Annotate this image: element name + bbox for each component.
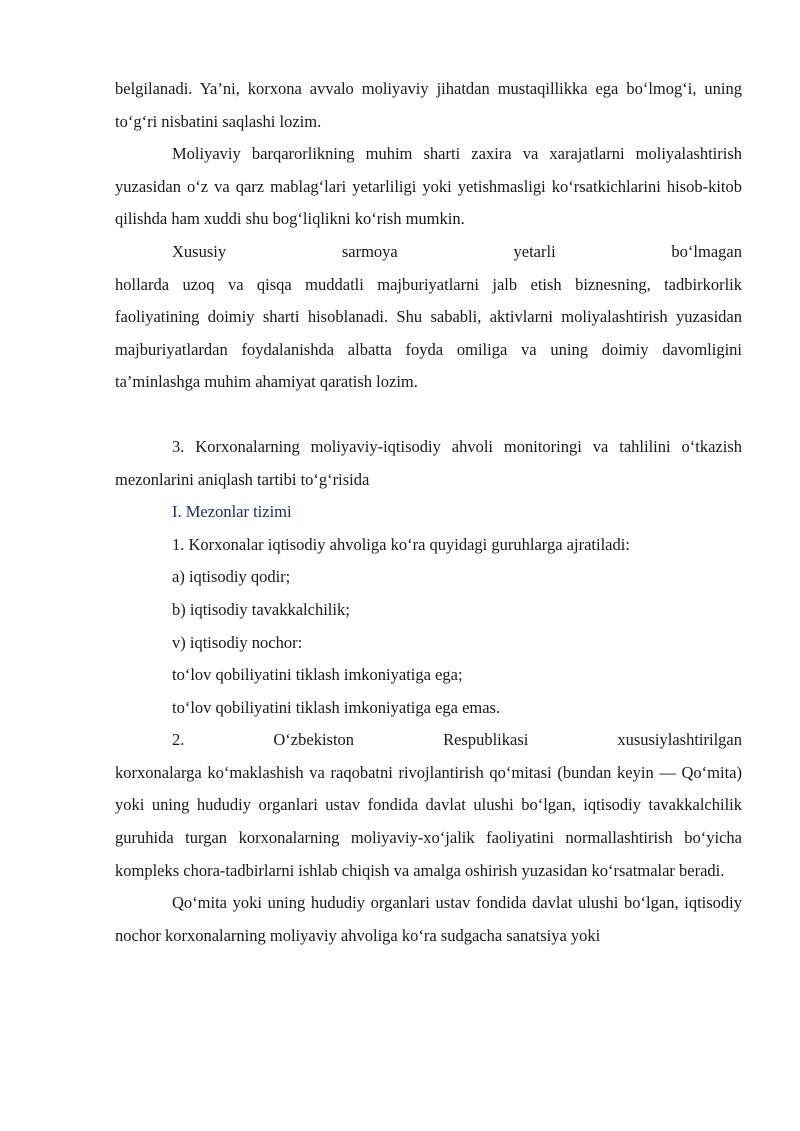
paragraph-financial-stability: Moliyaviy barqarorlikning muhim sharti zaxira va xarajatlarni moliyalashtirish yuzasidan o‘z va qarz mablag‘lari yetarliligi yoki yetishmasligi ko‘rsatkichlarini hisob-kitob qilishda ham xuddi shu bog‘liqlikni ko‘rish mumkin.	[115, 144, 742, 229]
list-item-1: 1. Korxonalar iqtisodiy ahvoliga ko‘ra quyidagi guruhlarga ajratiladi:	[172, 534, 630, 554]
list-subitem-can-restore: to‘lov qobiliyatini tiklash imkoniyatiga ega;	[172, 665, 463, 685]
section-heading: 3. Korxonalarning moliyaviy-iqtisodiy ahvoli monitoringi va tahlilini o‘tkazish mezonlarini aniqlash tartibi to‘g‘risida	[115, 436, 742, 489]
list-item-a: a) iqtisodiy qodir;	[172, 567, 291, 587]
document-body	[115, 73, 742, 952]
paragraph-committee: Qo‘mita yoki uning hududiy organlari ustav fondida davlat ulushi bo‘lgan, iqtisodiy nochor korxonalarning moliyaviy ahvoliga ko‘ra sudgacha sanatsiya yoki	[115, 893, 742, 945]
list-subitem-cannot-restore: to‘lov qobiliyatini tiklash imkoniyatiga ega emas.	[172, 697, 501, 717]
paragraph-continuation: belgilanadi. Ya’ni, korxona avvalo moliyaviy jihatdan mustaqillikka ega bo‘lmog‘i, uning to‘g‘ri nisbatini saqlashi lozim.	[115, 79, 742, 131]
list-item-2: korxonalarga ko‘maklashish va raqobatni rivojlantirish qo‘mitasi (bundan keyin — Qo‘mita) yoki uning hududiy organlari ustav fondida davlat ulushi bo‘lgan, iqtisodiy tavakkalchilik guruhida turgan korxonalarning moliyaviy-xo‘jalik faoliyatini normallashtirish bo‘yicha kompleks chora-tadbirlarni ishlab chiqish va amalga oshirish yuzasidan ko‘rsatmalar beradi.	[115, 762, 742, 880]
subsection-title: I. Mezonlar tizimi	[172, 502, 292, 522]
list-item-v: v) iqtisodiy nochor:	[172, 632, 303, 652]
paragraph-private-capital: hollarda uzoq va qisqa muddatli majburiyatlarni jalb etish biznesning, tadbirkorlik faoliyatining doimiy sharti hisoblanadi. Shu sababli, aktivlarni moliyalashtirish yuzasidan majburiyatlardan foydalanishda albatta foyda omiliga va uning doimiy davomligini ta’minlashga muhim ahamiyat qaratish lozim.	[115, 274, 742, 392]
list-item-2-line: 2. O‘zbekiston Respublikasi xususiylashtirilgan	[172, 730, 742, 750]
paragraph-spacer	[115, 399, 742, 431]
list-item-b: b) iqtisodiy tavakkalchilik;	[172, 599, 350, 619]
paragraph-private-capital-line: Xususiy sarmoya yetarli bo‘lmagan	[172, 241, 742, 261]
